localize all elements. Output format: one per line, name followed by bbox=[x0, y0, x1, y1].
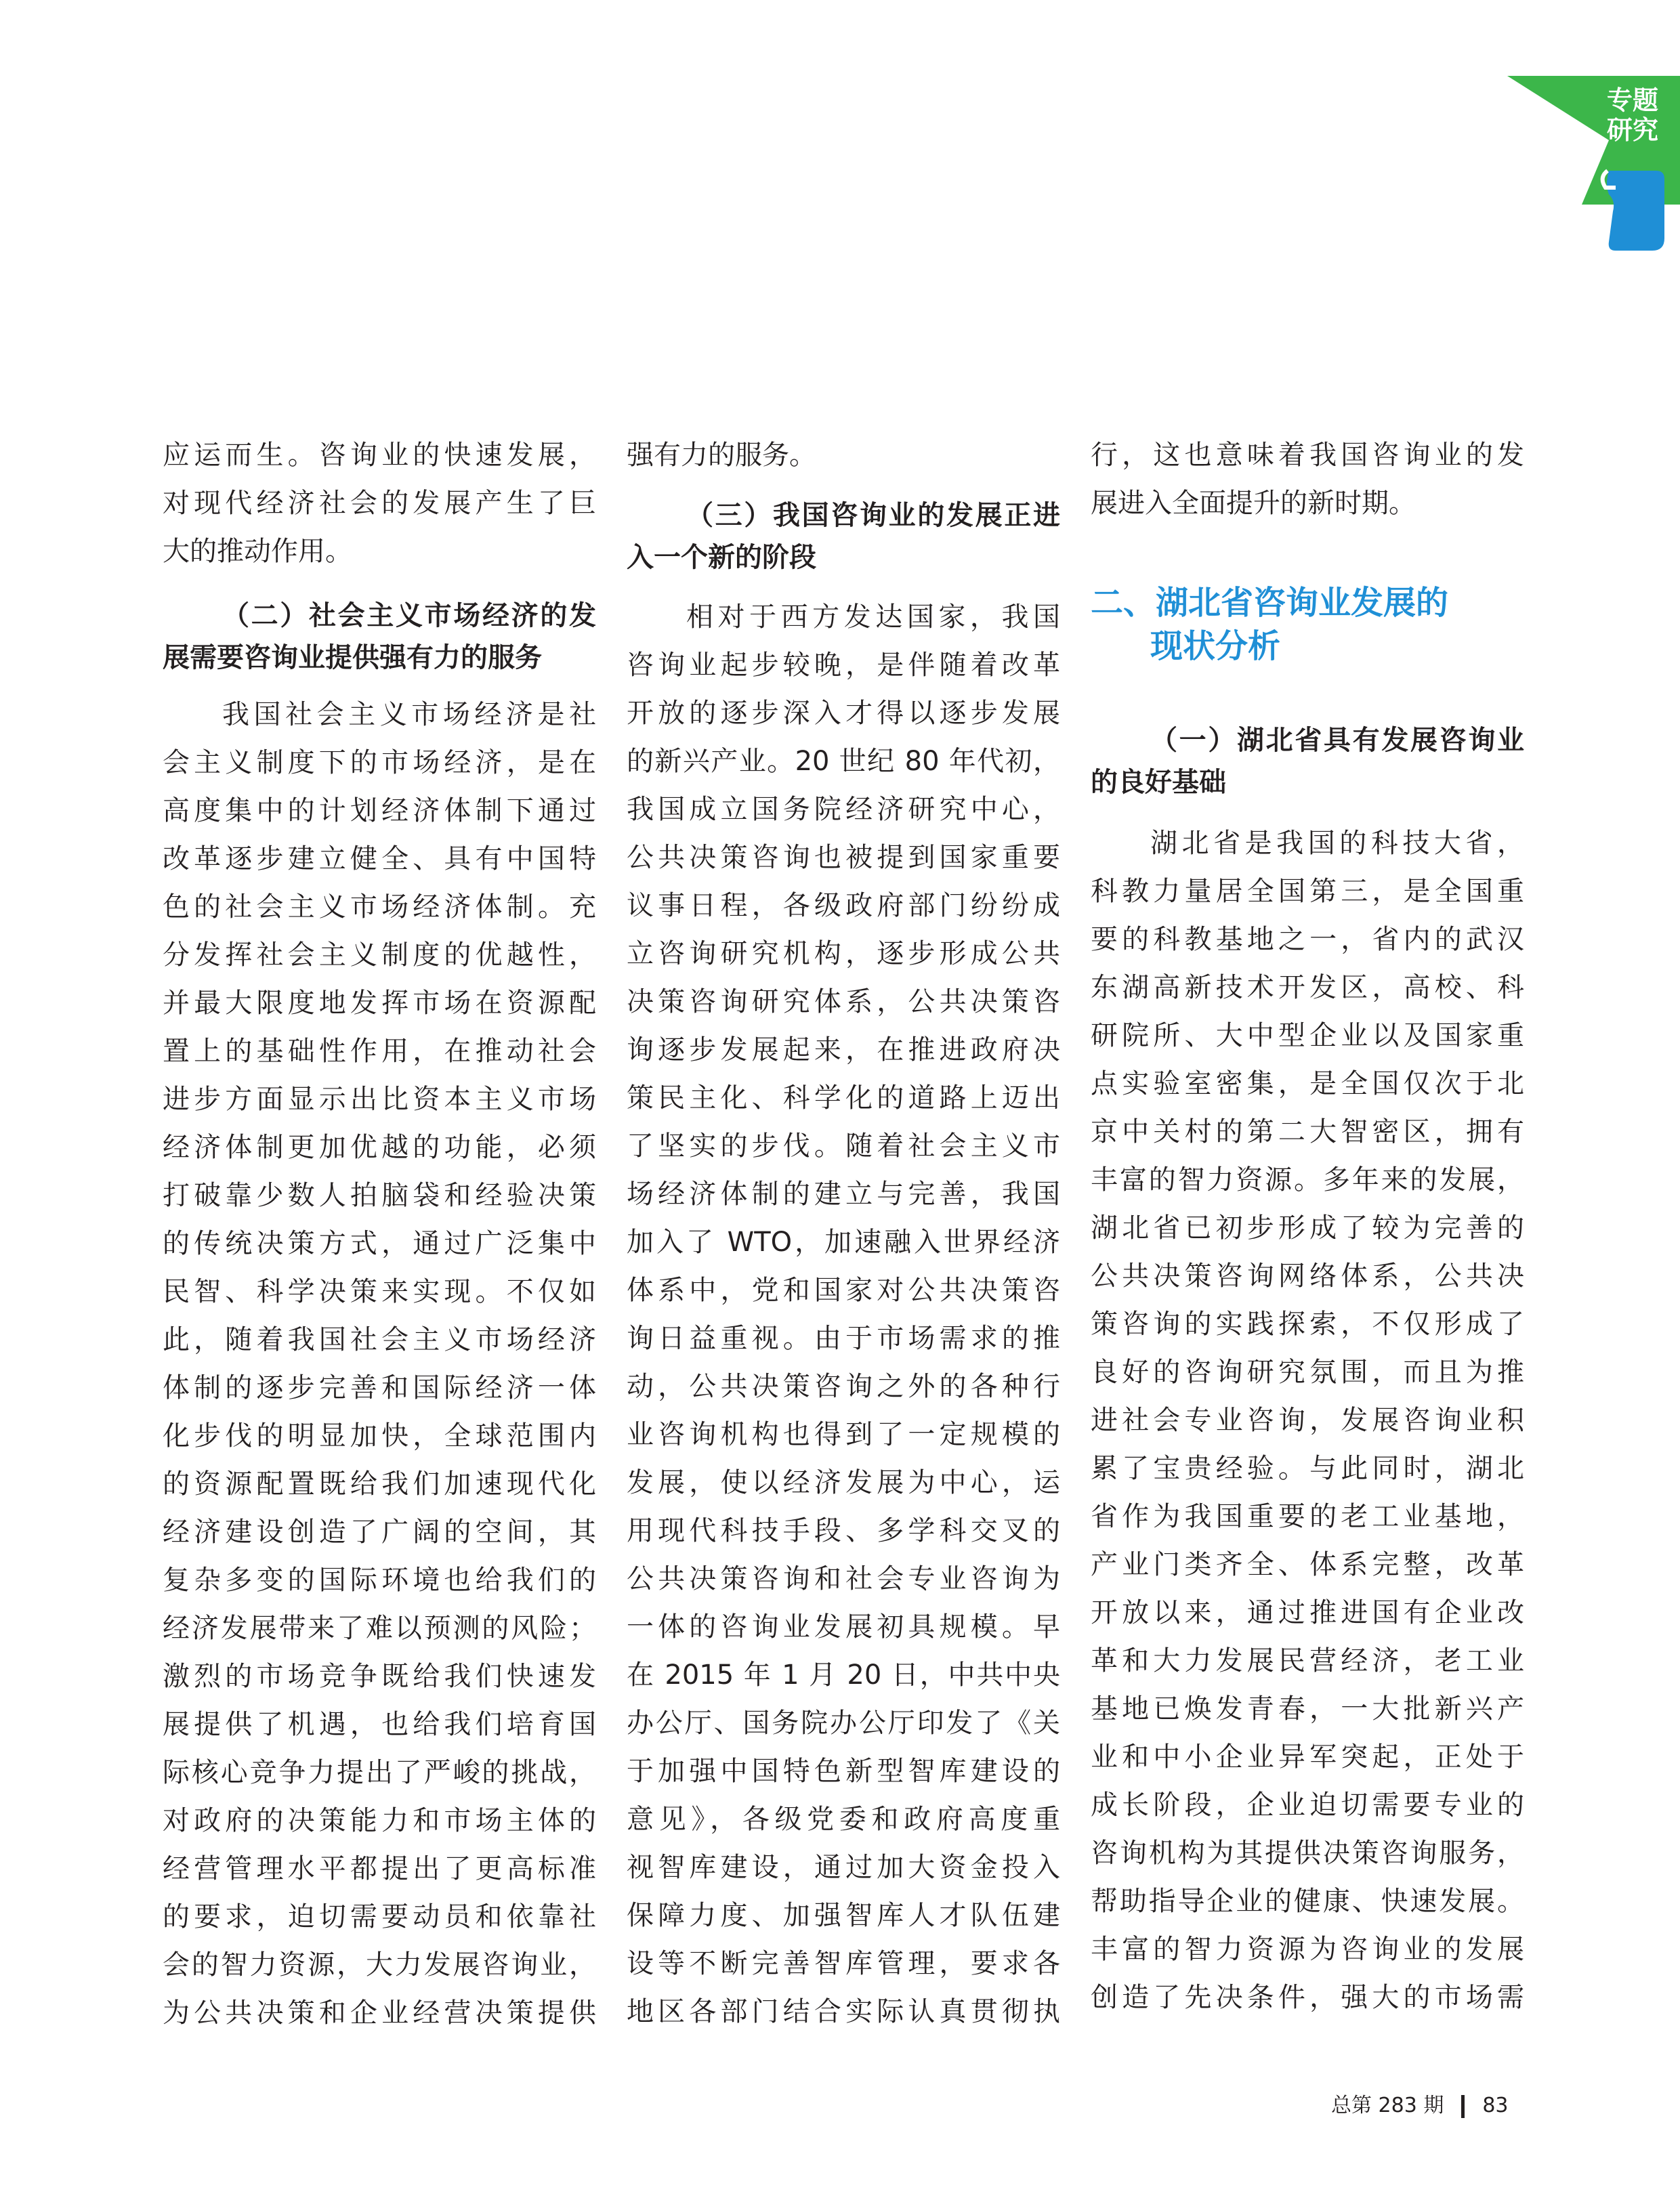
page-number: 83 bbox=[1482, 2094, 1509, 2117]
paragraph-line: 京中关村的第二大智密区，拥有 bbox=[1091, 1116, 1524, 1147]
paragraph-line: 开放的逐步深入才得以逐步发展 bbox=[627, 698, 1060, 729]
paragraph-line: 设等不断完善智库管理，要求各 bbox=[627, 1948, 1060, 1979]
paragraph-line: 化步伐的明显加快，全球范围内 bbox=[163, 1420, 596, 1452]
paragraph-line: 良好的咨询研究氛围，而且为推 bbox=[1091, 1357, 1524, 1388]
paragraph-line: 民智、科学决策来实现。不仅如 bbox=[163, 1276, 596, 1307]
subheading: （二）社会主义市场经济的发 bbox=[222, 600, 596, 631]
paragraph-line: 意见》，各级党委和政府高度重 bbox=[627, 1804, 1060, 1835]
paragraph-line: 经营管理水平都提出了更高标准 bbox=[163, 1853, 596, 1884]
paragraph-line: 立咨询研究机构，逐步形成公共 bbox=[627, 938, 1060, 969]
paragraph-line: 了坚实的步伐。随着社会主义市 bbox=[627, 1130, 1060, 1162]
paragraph-line: 展进入全面提升的新时期。 bbox=[1091, 488, 1416, 519]
paragraph-line: 策民主化、科学化的道路上迈出 bbox=[627, 1082, 1060, 1114]
paragraph-line: 一体的咨询业发展初具规模。早 bbox=[627, 1611, 1060, 1643]
paragraph-line: 色的社会主义市场经济体制。充 bbox=[163, 891, 596, 923]
paragraph-line: 改革逐步建立健全、具有中国特 bbox=[163, 843, 596, 874]
paragraph-line: 咨询业起步较晚，是伴随着改革 bbox=[627, 650, 1060, 681]
paragraph-line: 丰富的智力资源为咨询业的发展 bbox=[1091, 1934, 1524, 1965]
paragraph-line: 应运而生。咨询业的快速发展， bbox=[163, 440, 596, 471]
paragraph-line: 要的科教基地之一，省内的武汉 bbox=[1091, 924, 1524, 955]
paragraph-line: 激烈的市场竞争既给我们快速发 bbox=[163, 1661, 596, 1692]
subheading: 展需要咨询业提供强有力的服务 bbox=[163, 642, 542, 673]
paragraph-line: 成长阶段，企业迫切需要专业的 bbox=[1091, 1790, 1524, 1821]
paragraph-line: 保障力度、加强智库人才队伍建 bbox=[627, 1900, 1060, 1931]
paragraph-line: 东湖高新技术开发区，高校、科 bbox=[1091, 972, 1524, 1003]
issue-number: 总第 283 期 bbox=[1331, 2094, 1444, 2117]
paragraph-line: 于加强中国特色新型智库建设的 bbox=[627, 1756, 1060, 1787]
paragraph-line: 大的推动作用。 bbox=[163, 536, 352, 567]
paragraph-line: 体制的逐步完善和国际经济一体 bbox=[163, 1372, 596, 1403]
paragraph-line: 业和中小企业异军突起，正处于 bbox=[1091, 1741, 1524, 1773]
paragraph-line: 创造了先决条件，强大的市场需 bbox=[1091, 1982, 1524, 2013]
paragraph-line: 经济建设创造了广阔的空间，其 bbox=[163, 1517, 596, 1548]
paragraph-line: 行，这也意味着我国咨询业的发 bbox=[1091, 440, 1524, 471]
paragraph-line: 公共决策咨询网络体系，公共决 bbox=[1091, 1261, 1524, 1292]
paragraph-line: 询日益重视。由于市场需求的推 bbox=[627, 1323, 1060, 1354]
paragraph-line: 的新兴产业。20 世纪 80 年代初， bbox=[627, 746, 1060, 777]
paragraph-line: 强有力的服务。 bbox=[627, 440, 816, 471]
paragraph-line: 议事日程，各级政府部门纷纷成 bbox=[627, 890, 1060, 921]
paragraph-line: 累了宝贵经验。与此同时，湖北 bbox=[1091, 1453, 1524, 1484]
paragraph-line: 公共决策咨询也被提到国家重要 bbox=[627, 842, 1060, 873]
paragraph-line: 我国成立国务院经济研究中心， bbox=[627, 794, 1060, 825]
subheading: （三）我国咨询业的发展正进 bbox=[686, 500, 1060, 531]
paragraph-line: 业咨询机构也得到了一定规模的 bbox=[627, 1419, 1060, 1450]
paragraph-line: 加入了 WTO，加速融入世界经济 bbox=[627, 1227, 1060, 1258]
paragraph-line: 经济发展带来了难以预测的风险； bbox=[163, 1613, 596, 1644]
paragraph-line: 为公共决策和企业经营决策提供 bbox=[163, 1997, 596, 2029]
paragraph-line: 此，随着我国社会主义市场经济 bbox=[163, 1324, 596, 1355]
paragraph-line: 基地已焕发青春，一大批新兴产 bbox=[1091, 1693, 1524, 1725]
paragraph-line: 我国社会主义市场经济是社 bbox=[222, 699, 596, 730]
paragraph-line: 点实验室密集，是全国仅次于北 bbox=[1091, 1068, 1524, 1099]
paragraph-line: 动，公共决策咨询之外的各种行 bbox=[627, 1371, 1060, 1402]
paragraph-line: 际核心竞争力提出了严峻的挑战， bbox=[163, 1757, 596, 1788]
paragraph-line: 进步方面显示出比资本主义市场 bbox=[163, 1084, 596, 1115]
paragraph-line: 决策咨询研究体系，公共决策咨 bbox=[627, 986, 1060, 1017]
paragraph-line: 对现代经济社会的发展产生了巨 bbox=[163, 488, 596, 519]
paragraph-line: 革和大力发展民营经济，老工业 bbox=[1091, 1645, 1524, 1676]
badge-label-line2: 研究 bbox=[1606, 115, 1658, 145]
paragraph-line: 对政府的决策能力和市场主体的 bbox=[163, 1805, 596, 1836]
paragraph-line: 地区各部门结合实际认真贯彻执 bbox=[627, 1996, 1060, 2027]
paragraph-line: 会的智力资源，大力发展咨询业， bbox=[163, 1949, 596, 1981]
paragraph-line: 在 2015 年 1 月 20 日，中共中央 bbox=[627, 1659, 1060, 1691]
subheading: 入一个新的阶段 bbox=[627, 542, 816, 573]
paragraph-line: 场经济体制的建立与完善，我国 bbox=[627, 1179, 1060, 1210]
paragraph-line: 办公厅、国务院办公厅印发了《关 bbox=[627, 1708, 1060, 1739]
paragraph-line: 打破靠少数人拍脑袋和经验决策 bbox=[163, 1180, 596, 1211]
paragraph-line: 湖北省已初步形成了较为完善的 bbox=[1091, 1212, 1524, 1244]
paragraph-line: 置上的基础性作用，在推动社会 bbox=[163, 1036, 596, 1067]
paragraph-line: 进社会专业咨询，发展咨询业积 bbox=[1091, 1405, 1524, 1436]
paragraph-line: 咨询机构为其提供决策咨询服务， bbox=[1091, 1838, 1524, 1869]
paragraph-line: 体系中，党和国家对公共决策咨 bbox=[627, 1275, 1060, 1306]
paragraph-line: 并最大限度地发挥市场在资源配 bbox=[163, 988, 596, 1019]
paragraph-line: 的要求，迫切需要动员和依靠社 bbox=[163, 1901, 596, 1932]
paragraph-line: 丰富的智力资源。多年来的发展， bbox=[1091, 1164, 1524, 1196]
paragraph-line: 产业门类齐全、体系完整，改革 bbox=[1091, 1549, 1524, 1580]
paragraph-line: 帮助指导企业的健康、快速发展。 bbox=[1091, 1886, 1524, 1917]
paragraph-line: 开放以来，通过推进国有企业改 bbox=[1091, 1597, 1524, 1628]
paragraph-line: 的资源配置既给我们加速现代化 bbox=[163, 1468, 596, 1500]
paragraph-line: 分发挥社会主义制度的优越性， bbox=[163, 939, 596, 971]
paragraph-line: 湖北省是我国的科技大省， bbox=[1150, 828, 1524, 859]
scroll-icon bbox=[1607, 171, 1664, 251]
subheading: （一）湖北省具有发展咨询业 bbox=[1150, 725, 1524, 756]
paragraph-line: 省作为我国重要的老工业基地， bbox=[1091, 1501, 1524, 1532]
paragraph-line: 策咨询的实践探索，不仅形成了 bbox=[1091, 1309, 1524, 1340]
page-footer bbox=[1331, 2090, 1521, 2122]
paragraph-line: 相对于西方发达国家，我国 bbox=[686, 601, 1060, 633]
paragraph-line: 展提供了机遇，也给我们培育国 bbox=[163, 1709, 596, 1740]
paragraph-line: 视智库建设，通过加大资金投入 bbox=[627, 1852, 1060, 1883]
paragraph-line: 发展，使以经济发展为中心，运 bbox=[627, 1467, 1060, 1498]
subheading: 的良好基础 bbox=[1091, 767, 1226, 798]
paragraph-line: 经济体制更加优越的功能，必须 bbox=[163, 1132, 596, 1163]
paragraph-line: 高度集中的计划经济体制下通过 bbox=[163, 795, 596, 826]
paragraph-line: 用现代科技手段、多学科交叉的 bbox=[627, 1515, 1060, 1546]
paragraph-line: 科教力量居全国第三，是全国重 bbox=[1091, 876, 1524, 907]
badge-label-line1: 专题 bbox=[1606, 85, 1658, 115]
paragraph-line: 会主义制度下的市场经济，是在 bbox=[163, 747, 596, 778]
paragraph-line: 公共决策咨询和社会专业咨询为 bbox=[627, 1563, 1060, 1594]
section-heading: 现状分析 bbox=[1150, 627, 1281, 665]
section-heading: 二、湖北省咨询业发展的 bbox=[1091, 584, 1449, 622]
paragraph-line: 研院所、大中型企业以及国家重 bbox=[1091, 1020, 1524, 1051]
paragraph-line: 询逐步发展起来，在推进政府决 bbox=[627, 1034, 1060, 1065]
paragraph-line: 复杂多变的国际环境也给我们的 bbox=[163, 1565, 596, 1596]
footer-divider bbox=[1461, 2095, 1465, 2118]
paragraph-line: 的传统决策方式，通过广泛集中 bbox=[163, 1228, 596, 1259]
